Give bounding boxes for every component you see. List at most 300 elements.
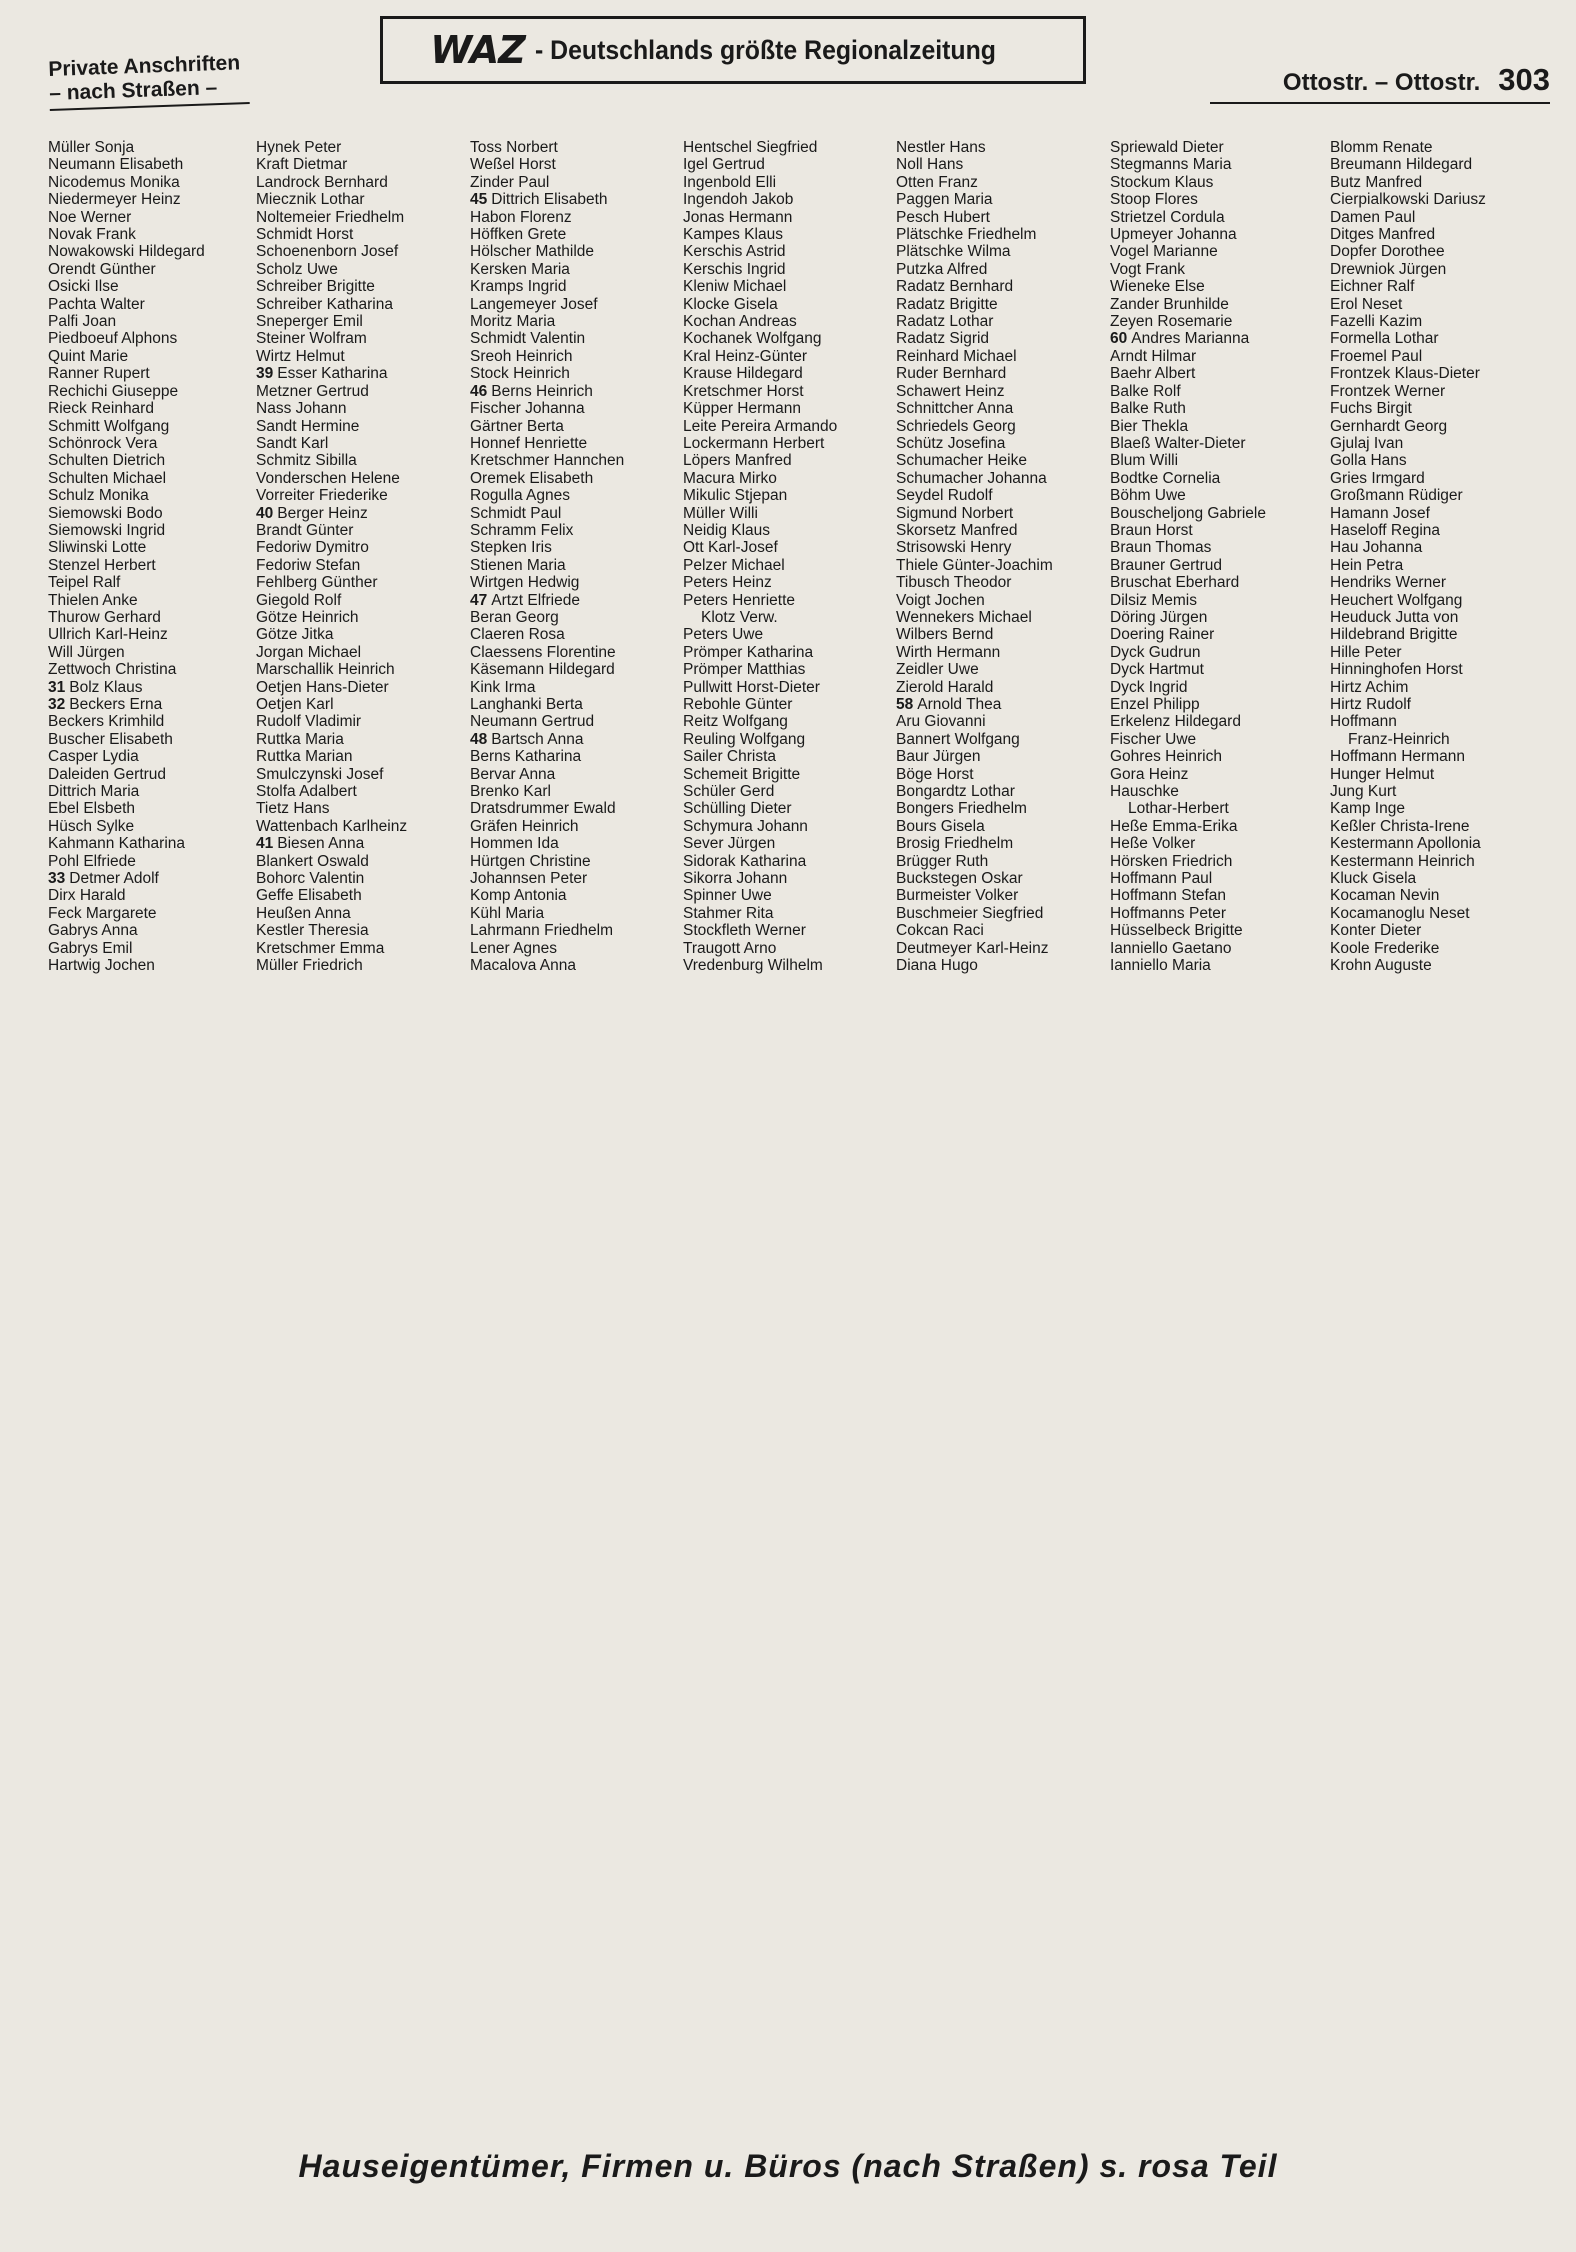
directory-entry: Toss Norbert [470,139,558,156]
directory-entry: Stolfa Adalbert [256,783,357,801]
resident-name: Detmer Adolf [69,870,159,888]
directory-entry: Arndt Hilmar [1110,347,1197,365]
directory-entry: Hörsken Friedrich [1110,852,1233,870]
house-number: 47 [470,591,488,609]
house-number: 33 [48,870,66,888]
directory-entry: Upmeyer Johanna [1110,226,1237,244]
directory-entry: Kestermann Apollonia [1330,835,1481,853]
directory-entry: Seydel Rudolf [896,487,993,505]
directory-entry: Prömper Matthias [683,661,806,679]
directory-entry: Froemel Paul [1330,347,1423,365]
directory-entry: Skorsetz Manfred [896,521,1018,539]
directory-entry: Formella Lothar [1330,330,1439,348]
directory-entry: Vonderschen Helene [256,469,400,487]
directory-entry: Johannsen Peter [470,870,588,888]
directory-entry: Leite Pereira Armando [683,417,838,435]
directory-entry: Hendriks Werner [1330,574,1447,592]
directory-entry: Stock Heinrich [470,365,570,383]
directory-entry: Hartwig Jochen [48,957,155,975]
directory-entry: Wirth Hermann [896,643,1001,661]
directory-entry: Vogt Frank [1110,260,1185,278]
directory-entry: Kleniw Michael [683,278,787,296]
directory-entry: Käsemann Hildegard [470,661,615,679]
directory-column-7 [1330,139,1542,975]
directory-entry: Hoffmann Stefan [1110,887,1227,905]
directory-entry: Wirtz Helmut [256,347,345,365]
waz-logo: WAZ [430,28,525,72]
directory-entry: Niedermeyer Heinz [48,191,181,209]
directory-entry: Bervar Anna [470,765,556,783]
directory-entry: Heußen Anna [256,904,351,922]
directory-entry: Reinhard Michael [896,347,1017,365]
directory-entry: Baur Jürgen [896,748,981,766]
directory-entry: Zeidler Uwe [896,661,979,679]
directory-entry: Fazelli Kazim [1330,313,1423,331]
directory-entry: Schüler Gerd [683,783,775,801]
directory-entry: Brauner Gertrud [1110,556,1222,574]
directory-entry: Komp Antonia [470,887,567,905]
page-locator [1283,62,1550,98]
directory-entry: Strisowski Henry [896,539,1012,557]
directory-entry: Kamp Inge [1330,800,1405,818]
directory-entry: Buscher Elisabeth [48,730,173,748]
resident-name: Esser Katharina [277,365,388,383]
directory-entry: Baehr Albert [1110,365,1196,383]
directory-columns [0,139,1576,2129]
directory-entry: Dittrich Maria [48,783,140,801]
directory-entry: Hommen Ida [470,835,559,853]
directory-entry: Hau Johanna [1330,539,1423,557]
directory-entry: Gärtner Berta [470,417,564,435]
directory-entry: Krohn Auguste [1330,957,1432,975]
directory-entry: Voigt Jochen [896,591,985,609]
footer-note: Hauseigentümer, Firmen u. Büros (nach Straßen) s. rosa Teil [298,2148,1278,2184]
directory-entry: Noll Hans [896,156,964,174]
directory-entry: Dyck Hartmut [1110,661,1204,679]
house-number: 45 [470,191,488,209]
directory-entry [470,383,682,400]
directory-entry: Zierold Harald [896,678,994,696]
directory-entry: Sever Jürgen [683,835,776,853]
directory-entry: Hynek Peter [256,139,342,156]
directory-entry: Marschallik Heinrich [256,661,395,679]
directory-entry: Deutmeyer Karl-Heinz [896,939,1049,957]
directory-entry: Geffe Elisabeth [256,887,362,905]
directory-entry: Schumacher Johanna [896,469,1047,487]
directory-entry: Müller Friedrich [256,957,363,975]
directory-entry: Sreoh Heinrich [470,347,573,365]
directory-entry: Ruder Bernhard [896,365,1007,383]
directory-entry: Landrock Bernhard [256,173,388,191]
directory-entry: Hölscher Mathilde [470,243,595,261]
directory-entry: Thiele Günter-Joachim [896,556,1053,574]
directory-entry: Erkelenz Hildegard [1110,713,1241,731]
directory-entry: Siemowski Ingrid [48,521,166,539]
directory-entry: Wattenbach Karlheinz [256,817,408,835]
directory-entry: Heße Volker [1110,835,1196,853]
directory-entry: Giegold Rolf [256,591,342,609]
directory-entry: Bodtke Cornelia [1110,469,1221,487]
directory-entry: Rieck Reinhard [48,400,154,418]
directory-entry: Pelzer Michael [683,556,785,574]
directory-column-3 [470,139,682,975]
directory-entry: Böge Horst [896,765,974,783]
directory-entry: Gohres Heinrich [1110,748,1222,766]
directory-entry: Daleiden Gertrud [48,765,167,783]
directory-entry: Berns Katharina [470,748,582,766]
directory-entry: Lahrmann Friedhelm [470,922,614,940]
directory-entry: Nass Johann [256,400,347,418]
directory-entry [48,696,260,713]
directory-entry: Radatz Bernhard [896,278,1014,296]
directory-entry: Brosig Friedhelm [896,835,1014,853]
directory-entry: Sidorak Katharina [683,852,807,870]
directory-entry: Tibusch Theodor [896,574,1012,592]
directory-entry: Noe Werner [48,208,132,226]
directory-entry: Hoffmanns Peter [1110,904,1227,922]
directory-entry: Bongers Friedhelm [896,800,1027,818]
directory-entry: Fehlberg Günther [256,574,378,592]
directory-entry: Keßler Christa-Irene [1330,817,1470,835]
directory-entry: Hürtgen Christine [470,852,591,870]
section-heading-line1: Private Anschriften [48,51,241,81]
directory-entry: Wennekers Michael [896,608,1032,626]
directory-entry: Ianniello Maria [1110,957,1211,975]
directory-column-6 [1110,139,1322,975]
directory-entry: Cokcan Raci [896,922,984,940]
section-heading-line2: – nach Straßen – [48,76,218,105]
directory-entry: Schriedels Georg [896,417,1016,435]
directory-entry: Stenzel Herbert [48,556,156,574]
directory-entry: Franz-Heinrich [1348,730,1450,748]
directory-entry: Damen Paul [1330,208,1416,226]
directory-entry: Noltemeier Friedhelm [256,208,405,226]
directory-entry: Pachta Walter [48,295,145,313]
directory-entry: Hildebrand Brigitte [1330,626,1458,644]
directory-entry: Hüsch Sylke [48,817,135,835]
directory-entry [256,365,468,382]
directory-entry: Schütz Josefina [896,434,1006,452]
directory-entry: Beran Georg [470,608,559,626]
directory-entry: Kocaman Nevin [1330,887,1440,905]
directory-entry: Heße Emma-Erika [1110,817,1238,835]
directory-entry: Fuchs Birgit [1330,400,1412,418]
directory-column-2 [256,139,468,975]
directory-entry: Schramm Felix [470,521,574,539]
directory-entry: Dopfer Dorothee [1330,243,1445,261]
directory-entry: Löpers Manfred [683,452,792,470]
directory-entry: Bruschat Eberhard [1110,574,1240,592]
directory-entry: Pohl Elfriede [48,852,136,870]
directory-entry: Stockum Klaus [1110,173,1214,191]
directory-entry: Fedoriw Stefan [256,556,361,574]
directory-entry: Lockermann Herbert [683,434,825,452]
directory-entry: Braun Thomas [1110,539,1212,557]
directory-entry: Spinner Uwe [683,887,772,905]
directory-entry: Götze Jitka [256,626,334,644]
directory-entry: Igel Gertrud [683,156,765,174]
directory-entry [470,731,682,748]
directory-entry: Ullrich Karl-Heinz [48,626,168,644]
directory-entry: Neidig Klaus [683,521,771,539]
directory-entry: Pesch Hubert [896,208,990,226]
directory-entry: Honnef Henriette [470,434,588,452]
directory-entry: Reitz Wolfgang [683,713,788,731]
directory-entry: Radatz Brigitte [896,295,998,313]
directory-entry: Jung Kurt [1330,783,1397,801]
directory-entry: Kerschis Astrid [683,243,786,261]
directory-entry: Putzka Alfred [896,260,988,278]
directory-entry: Bongardtz Lothar [896,783,1015,801]
directory-entry: Rogulla Agnes [470,487,570,505]
directory-entry: Bouscheljong Gabriele [1110,504,1266,522]
resident-name: Biesen Anna [277,835,365,853]
directory-entry: Sigmund Norbert [896,504,1014,522]
directory-entry: Peters Henriette [683,591,795,609]
directory-entry: Braun Horst [1110,521,1193,539]
directory-entry: Kochanek Wolfgang [683,330,822,348]
directory-entry: Wieneke Else [1110,278,1205,296]
directory-entry: Siemowski Bodo [48,504,163,522]
directory-entry: Blomm Renate [1330,139,1433,156]
directory-entry: Hentschel Siegfried [683,139,818,156]
directory-entry: Aru Giovanni [896,713,986,731]
directory-entry: Stegmanns Maria [1110,156,1232,174]
directory-entry: Wirtgen Hedwig [470,574,580,592]
directory-entry: Vredenburg Wilhelm [683,957,823,975]
directory-entry: Strietzel Cordula [1110,208,1225,226]
directory-entry: Stahmer Rita [683,904,774,922]
directory-entry: Schmitt Wolfgang [48,417,170,435]
directory-entry: Böhm Uwe [1110,487,1186,505]
directory-entry: Müller Sonja [48,139,135,156]
directory-entry: Sikorra Johann [683,870,788,888]
directory-entry: Schoenenborn Josef [256,243,399,261]
directory-entry: Jorgan Michael [256,643,362,661]
directory-entry: Stepken Iris [470,539,552,557]
directory-entry: Dilsiz Memis [1110,591,1197,609]
directory-entry: Lener Agnes [470,939,558,957]
house-number: 39 [256,365,274,383]
directory-entry: Gora Heinz [1110,765,1189,783]
directory-entry: Nowakowski Hildegard [48,243,205,261]
directory-entry: Radatz Lothar [896,313,994,331]
directory-entry: Stoop Flores [1110,191,1198,209]
directory-entry: Scholz Uwe [256,260,338,278]
directory-entry: Brandt Günter [256,521,354,539]
directory-entry: Balke Rolf [1110,382,1181,400]
directory-entry: Enzel Philipp [1110,696,1200,713]
directory-entry: Bier Thekla [1110,417,1189,435]
directory-entry: Ianniello Gaetano [1110,939,1232,957]
directory-entry: Müller Willi [683,504,758,522]
directory-entry: Ranner Rupert [48,365,150,383]
directory-entry: Kretschmer Hannchen [470,452,625,470]
directory-entry: Gabrys Anna [48,922,138,940]
directory-entry: Schawert Heinz [896,382,1005,400]
resident-name: Arnold Thea [917,696,1002,713]
directory-entry: Hein Petra [1330,556,1404,574]
directory-entry: Kretschmer Emma [256,939,385,957]
directory-entry: Kral Heinz-Günter [683,347,808,365]
directory-entry: Sandt Karl [256,434,329,452]
directory-entry: Ingendoh Jakob [683,191,794,209]
directory-entry: Ingenbold Elli [683,173,777,191]
house-number: 48 [470,730,488,748]
directory-entry: Schreiber Brigitte [256,278,375,296]
directory-entry: Kestler Theresia [256,922,369,940]
directory-entry: Hoffmann Paul [1110,870,1213,888]
directory-entry: Sliwinski Lotte [48,539,147,557]
directory-entry: Rebohle Günter [683,696,793,713]
directory-entry: Hamann Josef [1330,504,1430,522]
directory-entry: Breumann Hildegard [1330,156,1473,174]
resident-name: Dittrich Elisabeth [491,191,608,209]
resident-name: Bartsch Anna [491,730,584,748]
directory-entry: Otten Franz [896,173,978,191]
directory-entry: Macura Mirko [683,469,777,487]
directory-entry: Nicodemus Monika [48,173,180,191]
directory-entry: Hille Peter [1330,643,1402,661]
directory-entry: Gabrys Emil [48,939,133,957]
directory-entry: Thurow Gerhard [48,608,161,626]
resident-name: Berns Heinrich [491,382,593,400]
house-number: 40 [256,504,274,522]
directory-entry: Balke Ruth [1110,400,1186,418]
header-rule [1210,102,1550,104]
directory-entry: Dratsdrummer Ewald [470,800,616,818]
directory-entry: Zeyen Rosemarie [1110,313,1233,331]
directory-entry: Claessens Florentine [470,643,616,661]
directory-entry: Teipel Ralf [48,574,121,592]
directory-entry: Blankert Oswald [256,852,369,870]
resident-name: Bolz Klaus [69,678,143,696]
directory-entry: Fischer Johanna [470,400,585,418]
directory-entry: Metzner Gertrud [256,382,369,400]
directory-entry: Weßel Horst [470,156,556,174]
directory-entry: Schmidt Paul [470,504,562,522]
directory-entry: Burmeister Volker [896,887,1019,905]
directory-entry: Kühl Maria [470,904,545,922]
directory-entry: Kink Irma [470,678,536,696]
directory-entry: Oetjen Hans-Dieter [256,678,389,696]
directory-entry: Rechichi Giuseppe [48,382,179,400]
directory-entry: Drewniok Jürgen [1330,260,1447,278]
directory-entry: Claeren Rosa [470,626,565,644]
directory-entry [48,870,260,887]
directory-entry: Vogel Marianne [1110,243,1218,261]
directory-entry: Hirtz Achim [1330,678,1409,696]
house-number: 58 [896,696,914,713]
directory-entry: Prömper Katharina [683,643,814,661]
directory-entry: Orendt Günther [48,260,156,278]
directory-entry: Doering Rainer [1110,626,1215,644]
directory-entry: Buschmeier Siegfried [896,904,1044,922]
directory-entry: Heuchert Wolfgang [1330,591,1463,609]
directory-entry: Hüsselbeck Brigitte [1110,922,1243,940]
directory-entry: Schülling Dieter [683,800,792,818]
directory-entry: Dirx Harald [48,887,126,905]
directory-entry: Feck Margarete [48,904,157,922]
directory-entry: Reuling Wolfgang [683,730,806,748]
directory-entry: Kersken Maria [470,260,570,278]
directory-entry: Neumann Elisabeth [48,156,184,174]
house-number: 46 [470,382,488,400]
directory-entry: Schumacher Heike [896,452,1027,470]
directory-entry: Frontzek Werner [1330,382,1446,400]
directory-column-1 [48,139,260,975]
directory-entry: Zander Brunhilde [1110,295,1229,313]
directory-entry [470,191,682,208]
directory-entry: Ott Karl-Josef [683,539,778,557]
directory-entry: Ditges Manfred [1330,226,1436,244]
directory-entry: Habon Florenz [470,208,572,226]
directory-entry: Hinninghofen Horst [1330,661,1463,679]
house-number: 60 [1110,330,1128,348]
directory-entry [470,592,682,609]
directory-entry: Beckers Krimhild [48,713,165,731]
directory-entry: Quint Marie [48,347,129,365]
directory-entry: Peters Uwe [683,626,764,644]
directory-entry: Schmidt Horst [256,226,354,244]
directory-entry: Wilbers Bernd [896,626,994,644]
directory-entry: Mikulic Stjepan [683,487,788,505]
directory-entry: Erol Neset [1330,295,1403,313]
directory-entry: Palfi Joan [48,313,117,331]
directory-column-4 [683,139,895,975]
directory-entry: Spriewald Dieter [1110,139,1224,156]
directory-entry: Kocamanoglu Neset [1330,904,1470,922]
directory-entry: Pullwitt Horst-Dieter [683,678,820,696]
directory-entry: Kampes Klaus [683,226,783,244]
house-number: 31 [48,678,66,696]
directory-entry: Novak Frank [48,226,136,244]
directory-entry: Eichner Ralf [1330,278,1415,296]
section-heading [48,51,250,111]
directory-entry: Blum Willi [1110,452,1179,470]
directory-entry: Konter Dieter [1330,922,1422,940]
resident-name: Beckers Erna [69,696,163,713]
directory-entry: Klotz Verw. [701,608,778,626]
directory-entry: Gries Irmgard [1330,469,1425,487]
directory-entry: Vorreiter Friederike [256,487,388,505]
directory-entry: Hauschke [1110,783,1179,801]
directory-entry: Stockfleth Werner [683,922,806,940]
directory-entry: Bohorc Valentin [256,870,365,888]
directory-entry: Hunger Helmut [1330,765,1435,783]
directory-column-5 [896,139,1108,975]
directory-entry: Kretschmer Horst [683,382,804,400]
directory-entry: Blaeß Walter-Dieter [1110,434,1246,452]
directory-entry: Schmitz Sibilla [256,452,357,470]
directory-entry: Schreiber Katharina [256,295,393,313]
directory-entry: Schnittcher Anna [896,400,1014,418]
directory-entry: Stienen Maria [470,556,566,574]
directory-entry: Klocke Gisela [683,295,778,313]
directory-entry: Kerschis Ingrid [683,260,786,278]
directory-entry: Frontzek Klaus-Dieter [1330,365,1480,383]
street-range: Ottostr. – Ottostr. [1282,69,1481,96]
directory-entry: Langemeyer Josef [470,295,598,313]
page-number: 303 [1498,62,1550,97]
directory-entry: Diana Hugo [896,957,978,975]
directory-entry: Hoffmann [1330,713,1397,731]
masthead-banner [380,16,1086,84]
directory-entry: Osicki Ilse [48,278,119,296]
house-number: 32 [48,696,66,713]
directory-entry: Schulten Michael [48,469,167,487]
resident-name: Berger Heinz [277,504,368,522]
